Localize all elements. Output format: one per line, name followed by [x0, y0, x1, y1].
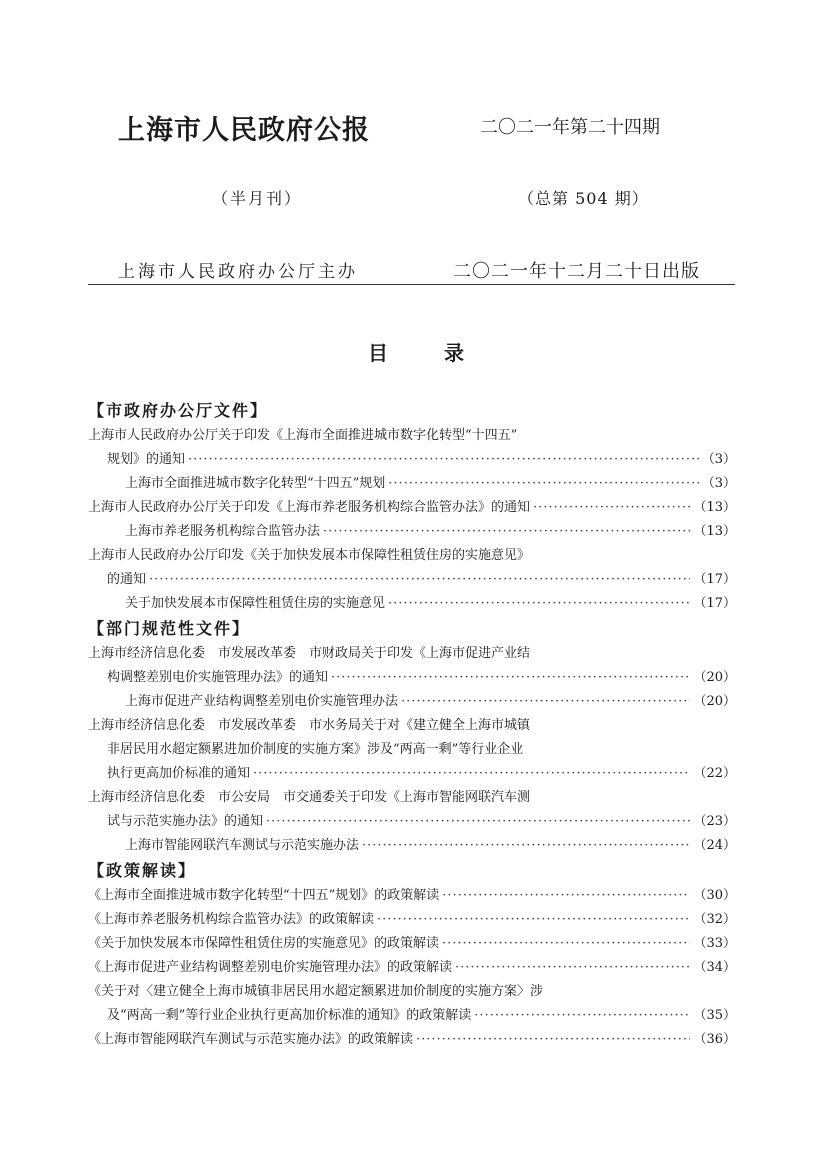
dot-leader — [323, 520, 690, 544]
toc-page-number: （24） — [693, 838, 736, 853]
dot-leader — [377, 908, 690, 932]
toc-entry-text: 《上海市全面推进城市数字化转型“十四五”规划》的政策解读 — [88, 888, 440, 903]
toc-entry-text: 上海市经济信息化委 市公安局 市交通委关于印发《上海市智能网联汽车测 — [88, 790, 531, 805]
toc-entry-text: 上海市人民政府办公厅关于印发《上海市全面推进城市数字化转型“十四五” — [88, 428, 518, 443]
toc-entry[interactable] — [88, 810, 736, 834]
dot-leader — [474, 1004, 690, 1028]
toc-section-heading: 【政策解读】 — [88, 861, 197, 880]
toc-entry-text: 《关于加快发展本市保障性租赁住房的实施意见》的政策解读 — [88, 936, 440, 951]
toc-entry-text: 《上海市智能网联汽车测试与示范实施办法》的政策解读 — [88, 1032, 414, 1047]
toc-page-number: （13） — [693, 500, 736, 515]
toc-entry-text: 及“两高一剩”等行业企业执行更高加价标准的通知》的政策解读 — [107, 1008, 472, 1023]
publication-title: 上海市人民政府公报 — [118, 115, 370, 146]
toc-entry — [88, 642, 736, 666]
toc-entry — [88, 714, 736, 738]
toc-page-number: （13） — [693, 524, 736, 539]
sponsor: 上海市人民政府办公厅主办 — [118, 262, 358, 282]
toc-entry-text: 的通知 — [107, 572, 147, 587]
toc-entry-text: 《上海市促进产业结构调整差别电价实施管理办法》的政策解读 — [88, 960, 453, 975]
toc-entry[interactable] — [88, 762, 736, 786]
toc-page-number: （23） — [693, 814, 736, 829]
toc-page-number: （17） — [693, 596, 736, 611]
toc-entry[interactable] — [88, 690, 736, 714]
toc-entry[interactable] — [88, 908, 736, 932]
dot-leader — [188, 448, 699, 472]
header-divider — [88, 284, 735, 285]
toc-entry-text: 试与示范实施办法》的通知 — [107, 814, 264, 829]
dot-leader — [455, 956, 690, 980]
toc-section-heading: 【市政府办公厅文件】 — [88, 401, 269, 420]
toc-entry-text: 上海市人民政府办公厅印发《关于加快发展本市保障性租赁住房的实施意见》 — [88, 548, 531, 563]
toc-entry-text: 上海市养老服务机构综合监管办法 — [125, 524, 321, 539]
toc-entry[interactable] — [88, 592, 736, 616]
dot-leader — [266, 810, 690, 834]
toc-entry[interactable] — [88, 834, 736, 858]
toc-entry[interactable] — [88, 496, 736, 520]
toc-entry[interactable] — [88, 884, 736, 908]
toc-page-number: （33） — [693, 936, 736, 951]
toc-page-number: （30） — [693, 888, 736, 903]
toc-entry — [88, 980, 736, 1004]
toc-page-number: （3） — [701, 452, 736, 467]
toc-page-number: （3） — [701, 476, 736, 491]
toc-entry-text: 上海市经济信息化委 市发展改革委 市水务局关于对《建立健全上海市城镇 — [88, 718, 531, 733]
toc-entry[interactable] — [88, 448, 736, 472]
dot-leader — [388, 592, 690, 616]
toc-entry[interactable] — [88, 932, 736, 956]
toc-entry-text: 构调整差别电价实施管理办法》的通知 — [107, 670, 329, 685]
toc-entry — [88, 786, 736, 810]
toc-page-number: （17） — [693, 572, 736, 587]
toc-entry-text: 上海市人民政府办公厅关于印发《上海市养老服务机构综合监管办法》的通知 — [88, 500, 531, 515]
toc-entry-text: 非居民用水超定额累进加价制度的实施方案》涉及“两高一剩”等行业企业 — [107, 742, 524, 757]
toc-entry-text: 《关于对〈建立健全上海市城镇非居民用水超定额累进加价制度的实施方案〉涉 — [88, 984, 544, 999]
toc-entry-text: 上海市智能网联汽车测试与示范实施办法 — [125, 838, 360, 853]
toc-entry-text: 上海市促进产业结构调整差别电价实施管理办法 — [125, 694, 399, 709]
toc-entry[interactable] — [88, 520, 736, 544]
toc-page-number: （32） — [693, 912, 736, 927]
dot-leader — [253, 762, 690, 786]
toc-entry — [88, 424, 736, 448]
toc-entry[interactable] — [88, 666, 736, 690]
toc-entry-text: 上海市经济信息化委 市发展改革委 市财政局关于印发《上海市促进产业结 — [88, 646, 531, 661]
toc-entry-text: 上海市全面推进城市数字化转型“十四五”规划 — [125, 476, 386, 491]
toc-entry[interactable] — [88, 472, 736, 496]
toc-page-number: （22） — [693, 766, 736, 781]
dot-leader — [442, 932, 690, 956]
dot-leader — [416, 1028, 690, 1052]
toc-entry[interactable] — [88, 568, 736, 592]
table-of-contents — [88, 398, 736, 1052]
issue-number: 二〇二一年第二十四期 — [480, 117, 660, 138]
dot-leader — [331, 666, 690, 690]
total-issue-number: （总第 504 期） — [518, 189, 649, 208]
toc-page-number: （35） — [693, 1008, 736, 1023]
toc-section-heading: 【部门规范性文件】 — [88, 619, 251, 638]
toc-page-number: （20） — [693, 670, 736, 685]
toc-entry[interactable] — [88, 1004, 736, 1028]
dot-leader — [442, 884, 690, 908]
toc-entry — [88, 544, 736, 568]
toc-entry-text: 《上海市养老服务机构综合监管办法》的政策解读 — [88, 912, 375, 927]
toc-entry-text: 关于加快发展本市保障性租赁住房的实施意见 — [125, 596, 386, 611]
dot-leader — [533, 496, 690, 520]
toc-entry[interactable] — [88, 1028, 736, 1052]
dot-leader — [388, 472, 698, 496]
dot-leader — [362, 834, 690, 858]
toc-entry-text: 规划》的通知 — [107, 452, 186, 467]
toc-title: 目录 — [368, 341, 520, 365]
toc-entry[interactable] — [88, 956, 736, 980]
toc-entry — [88, 738, 736, 762]
toc-page-number: （36） — [693, 1032, 736, 1047]
publication-frequency: （半月刊） — [212, 189, 303, 208]
dot-leader — [149, 568, 690, 592]
dot-leader — [401, 690, 690, 714]
toc-entry-text: 执行更高加价标准的通知 — [107, 766, 251, 781]
publish-date: 二〇二一年十二月二十日出版 — [453, 261, 700, 282]
toc-page-number: （34） — [693, 960, 736, 975]
toc-page-number: （20） — [693, 694, 736, 709]
